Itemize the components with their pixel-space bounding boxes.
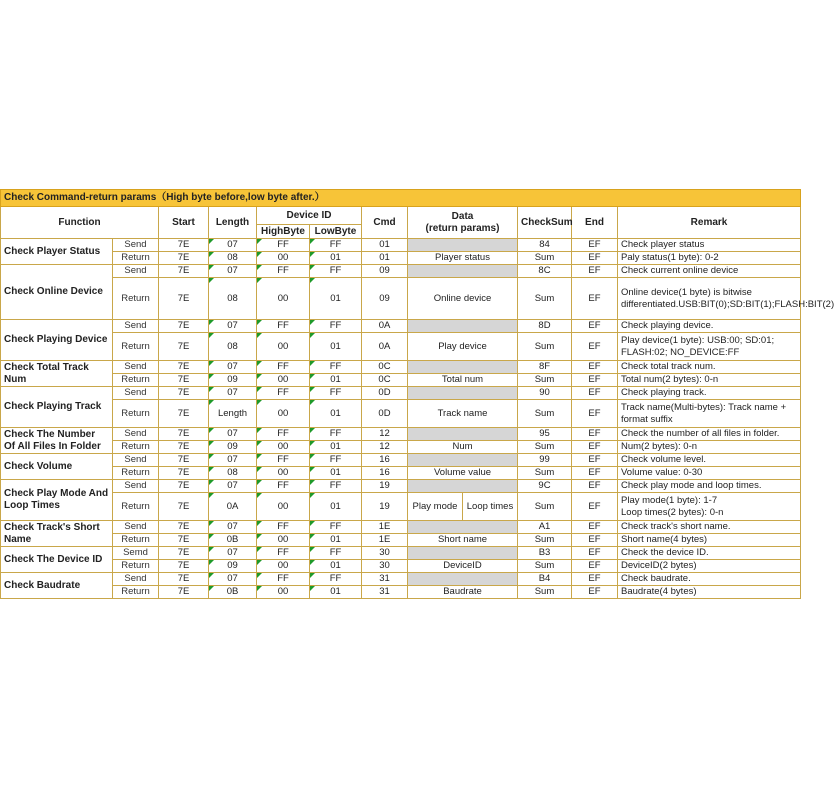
start-cell: 7E bbox=[159, 400, 209, 428]
length-cell: Length bbox=[209, 400, 257, 428]
table-row bbox=[1, 252, 801, 265]
lowbyte-cell: FF bbox=[310, 265, 362, 278]
title-row bbox=[1, 190, 801, 207]
remark-cell: Check the device ID. bbox=[618, 547, 801, 560]
start-cell: 7E bbox=[159, 560, 209, 573]
direction-cell: Return bbox=[113, 534, 159, 547]
highbyte-cell: FF bbox=[257, 573, 310, 586]
direction-cell: Return bbox=[113, 467, 159, 480]
remark-cell: Check player status bbox=[618, 239, 801, 252]
start-cell: 7E bbox=[159, 387, 209, 400]
length-cell: 0B bbox=[209, 586, 257, 599]
cmd-cell: 0C bbox=[362, 361, 408, 374]
checksum-cell: 84 bbox=[518, 239, 572, 252]
lowbyte-cell: 01 bbox=[310, 493, 362, 521]
cmd-cell: 09 bbox=[362, 278, 408, 320]
start-cell: 7E bbox=[159, 454, 209, 467]
end-cell: EF bbox=[572, 239, 618, 252]
direction-cell: Return bbox=[113, 493, 159, 521]
direction-cell: Return bbox=[113, 586, 159, 599]
cmd-cell: 16 bbox=[362, 454, 408, 467]
length-cell: 0A bbox=[209, 493, 257, 521]
lowbyte-cell: 01 bbox=[310, 400, 362, 428]
header-remark: Remark bbox=[618, 207, 801, 239]
start-cell: 7E bbox=[159, 239, 209, 252]
remark-cell: Check total track num. bbox=[618, 361, 801, 374]
data-cell: Play device bbox=[408, 333, 518, 361]
highbyte-cell: 00 bbox=[257, 252, 310, 265]
cmd-cell: 0C bbox=[362, 374, 408, 387]
checksum-cell: 9C bbox=[518, 480, 572, 493]
highbyte-cell: 00 bbox=[257, 278, 310, 320]
remark-cell: Play mode(1 byte): 1-7 Loop times(2 bytes): 0-n bbox=[618, 493, 801, 521]
table-row bbox=[1, 521, 801, 534]
table-row bbox=[1, 480, 801, 493]
highbyte-cell: 00 bbox=[257, 333, 310, 361]
direction-cell: Return bbox=[113, 278, 159, 320]
lowbyte-cell: FF bbox=[310, 547, 362, 560]
header-length: Length bbox=[209, 207, 257, 239]
remark-cell: Volume value: 0-30 bbox=[618, 467, 801, 480]
remark-cell: Check track's short name. bbox=[618, 521, 801, 534]
data-cell: Player status bbox=[408, 252, 518, 265]
lowbyte-cell: 01 bbox=[310, 534, 362, 547]
highbyte-cell: 00 bbox=[257, 400, 310, 428]
cmd-cell: 1E bbox=[362, 521, 408, 534]
table-row bbox=[1, 454, 801, 467]
direction-cell: Return bbox=[113, 400, 159, 428]
data-cell bbox=[408, 239, 518, 252]
function-name: Check Baudrate bbox=[1, 573, 113, 599]
start-cell: 7E bbox=[159, 333, 209, 361]
start-cell: 7E bbox=[159, 480, 209, 493]
header-cmd: Cmd bbox=[362, 207, 408, 239]
direction-cell: Send bbox=[113, 521, 159, 534]
length-cell: 09 bbox=[209, 374, 257, 387]
table-row bbox=[1, 467, 801, 480]
lowbyte-cell: FF bbox=[310, 454, 362, 467]
end-cell: EF bbox=[572, 573, 618, 586]
highbyte-cell: 00 bbox=[257, 441, 310, 454]
function-name: Check Player Status bbox=[1, 239, 113, 265]
highbyte-cell: FF bbox=[257, 265, 310, 278]
lowbyte-cell: 01 bbox=[310, 278, 362, 320]
start-cell: 7E bbox=[159, 534, 209, 547]
highbyte-cell: 00 bbox=[257, 467, 310, 480]
remark-cell: Check current online device bbox=[618, 265, 801, 278]
length-cell: 07 bbox=[209, 454, 257, 467]
data-cell: Play mode bbox=[408, 493, 463, 521]
lowbyte-cell: 01 bbox=[310, 560, 362, 573]
direction-cell: Send bbox=[113, 573, 159, 586]
highbyte-cell: FF bbox=[257, 387, 310, 400]
length-cell: 08 bbox=[209, 333, 257, 361]
direction-cell: Return bbox=[113, 333, 159, 361]
function-name: Check The Device ID bbox=[1, 547, 113, 573]
cmd-cell: 12 bbox=[362, 441, 408, 454]
table-row bbox=[1, 493, 801, 521]
remark-cell: Check baudrate. bbox=[618, 573, 801, 586]
data-cell bbox=[408, 320, 518, 333]
end-cell: EF bbox=[572, 480, 618, 493]
data-cell bbox=[408, 387, 518, 400]
end-cell: EF bbox=[572, 467, 618, 480]
end-cell: EF bbox=[572, 400, 618, 428]
remark-cell: Check playing device. bbox=[618, 320, 801, 333]
data-cell: Num bbox=[408, 441, 518, 454]
remark-cell: Check volume level. bbox=[618, 454, 801, 467]
checksum-cell: Sum bbox=[518, 586, 572, 599]
cmd-cell: 19 bbox=[362, 480, 408, 493]
cmd-cell: 0D bbox=[362, 400, 408, 428]
remark-cell: Check the number of all files in folder. bbox=[618, 428, 801, 441]
end-cell: EF bbox=[572, 278, 618, 320]
command-table bbox=[0, 189, 834, 599]
cmd-cell: 19 bbox=[362, 493, 408, 521]
length-cell: 07 bbox=[209, 387, 257, 400]
start-cell: 7E bbox=[159, 521, 209, 534]
start-cell: 7E bbox=[159, 278, 209, 320]
command-table-sheet bbox=[0, 189, 834, 599]
remark-cell: Paly status(1 byte): 0-2 bbox=[618, 252, 801, 265]
cmd-cell: 01 bbox=[362, 239, 408, 252]
table-row bbox=[1, 278, 801, 320]
table-row bbox=[1, 428, 801, 441]
remark-cell: Check playing track. bbox=[618, 387, 801, 400]
end-cell: EF bbox=[572, 534, 618, 547]
cmd-cell: 01 bbox=[362, 252, 408, 265]
checksum-cell: Sum bbox=[518, 493, 572, 521]
lowbyte-cell: FF bbox=[310, 480, 362, 493]
direction-cell: Return bbox=[113, 252, 159, 265]
data-cell bbox=[408, 361, 518, 374]
highbyte-cell: FF bbox=[257, 454, 310, 467]
direction-cell: Send bbox=[113, 361, 159, 374]
end-cell: EF bbox=[572, 333, 618, 361]
remark-cell: Total num(2 bytes): 0-n bbox=[618, 374, 801, 387]
lowbyte-cell: FF bbox=[310, 573, 362, 586]
direction-cell: Send bbox=[113, 239, 159, 252]
end-cell: EF bbox=[572, 586, 618, 599]
length-cell: 07 bbox=[209, 547, 257, 560]
checksum-cell: 8D bbox=[518, 320, 572, 333]
length-cell: 07 bbox=[209, 573, 257, 586]
checksum-cell: 8F bbox=[518, 361, 572, 374]
lowbyte-cell: 01 bbox=[310, 467, 362, 480]
lowbyte-cell: 01 bbox=[310, 586, 362, 599]
data-cell-2: Loop times bbox=[463, 493, 518, 521]
remark-cell: Track name(Multi-bytes): Track name + format suffix bbox=[618, 400, 801, 428]
start-cell: 7E bbox=[159, 493, 209, 521]
start-cell: 7E bbox=[159, 547, 209, 560]
length-cell: 07 bbox=[209, 521, 257, 534]
start-cell: 7E bbox=[159, 573, 209, 586]
checksum-cell: Sum bbox=[518, 374, 572, 387]
length-cell: 08 bbox=[209, 467, 257, 480]
direction-cell: Send bbox=[113, 265, 159, 278]
header-start: Start bbox=[159, 207, 209, 239]
function-name: Check The Number Of All Files In Folder bbox=[1, 428, 113, 454]
table-row bbox=[1, 586, 801, 599]
start-cell: 7E bbox=[159, 428, 209, 441]
lowbyte-cell: 01 bbox=[310, 374, 362, 387]
function-name: Check Playing Track bbox=[1, 387, 113, 428]
lowbyte-cell: FF bbox=[310, 428, 362, 441]
direction-cell: Semd bbox=[113, 547, 159, 560]
table-row bbox=[1, 400, 801, 428]
checksum-cell: Sum bbox=[518, 467, 572, 480]
table-row bbox=[1, 573, 801, 586]
checksum-cell: Sum bbox=[518, 333, 572, 361]
length-cell: 09 bbox=[209, 441, 257, 454]
function-name: Check Total Track Num bbox=[1, 361, 113, 387]
end-cell: EF bbox=[572, 428, 618, 441]
highbyte-cell: FF bbox=[257, 547, 310, 560]
length-cell: 0B bbox=[209, 534, 257, 547]
remark-cell: Baudrate(4 bytes) bbox=[618, 586, 801, 599]
checksum-cell: 95 bbox=[518, 428, 572, 441]
remark-cell: Online device(1 byte) is bitwise differentiated.USB:BIT(0);SD:BIT(1);FLASH:BIT(2) bbox=[618, 278, 801, 320]
direction-cell: Return bbox=[113, 560, 159, 573]
cmd-cell: 0A bbox=[362, 320, 408, 333]
data-cell bbox=[408, 428, 518, 441]
direction-cell: Return bbox=[113, 374, 159, 387]
cmd-cell: 16 bbox=[362, 467, 408, 480]
highbyte-cell: FF bbox=[257, 361, 310, 374]
highbyte-cell: FF bbox=[257, 320, 310, 333]
lowbyte-cell: 01 bbox=[310, 252, 362, 265]
table-row bbox=[1, 265, 801, 278]
table-body bbox=[1, 239, 834, 599]
checksum-cell: 8C bbox=[518, 265, 572, 278]
header-lowbyte: LowByte bbox=[310, 225, 362, 239]
highbyte-cell: FF bbox=[257, 239, 310, 252]
lowbyte-cell: FF bbox=[310, 320, 362, 333]
remark-cell: DeviceID(2 bytes) bbox=[618, 560, 801, 573]
direction-cell: Send bbox=[113, 454, 159, 467]
direction-cell: Send bbox=[113, 387, 159, 400]
end-cell: EF bbox=[572, 252, 618, 265]
data-cell: Short name bbox=[408, 534, 518, 547]
data-cell bbox=[408, 454, 518, 467]
start-cell: 7E bbox=[159, 467, 209, 480]
highbyte-cell: 00 bbox=[257, 534, 310, 547]
remark-cell: Short name(4 bytes) bbox=[618, 534, 801, 547]
data-cell bbox=[408, 265, 518, 278]
function-name: Check Track's Short Name bbox=[1, 521, 113, 547]
length-cell: 07 bbox=[209, 320, 257, 333]
highbyte-cell: 00 bbox=[257, 493, 310, 521]
cmd-cell: 12 bbox=[362, 428, 408, 441]
cmd-cell: 30 bbox=[362, 547, 408, 560]
lowbyte-cell: FF bbox=[310, 361, 362, 374]
end-cell: EF bbox=[572, 454, 618, 467]
header-function: Function bbox=[1, 207, 159, 239]
end-cell: EF bbox=[572, 265, 618, 278]
end-cell: EF bbox=[572, 320, 618, 333]
highbyte-cell: 00 bbox=[257, 374, 310, 387]
start-cell: 7E bbox=[159, 374, 209, 387]
lowbyte-cell: FF bbox=[310, 239, 362, 252]
checksum-cell: B3 bbox=[518, 547, 572, 560]
header-row-1 bbox=[1, 207, 801, 225]
length-cell: 07 bbox=[209, 428, 257, 441]
lowbyte-cell: FF bbox=[310, 521, 362, 534]
lowbyte-cell: FF bbox=[310, 387, 362, 400]
highbyte-cell: FF bbox=[257, 428, 310, 441]
direction-cell: Return bbox=[113, 441, 159, 454]
data-cell: Online device bbox=[408, 278, 518, 320]
data-cell bbox=[408, 573, 518, 586]
function-name: Check Online Device bbox=[1, 265, 113, 320]
start-cell: 7E bbox=[159, 441, 209, 454]
length-cell: 07 bbox=[209, 361, 257, 374]
checksum-cell: 99 bbox=[518, 454, 572, 467]
checksum-cell: Sum bbox=[518, 560, 572, 573]
table-row bbox=[1, 320, 801, 333]
function-name: Check Volume bbox=[1, 454, 113, 480]
data-cell bbox=[408, 521, 518, 534]
checksum-cell: Sum bbox=[518, 278, 572, 320]
data-cell: Baudrate bbox=[408, 586, 518, 599]
header-device-id: Device ID bbox=[257, 207, 362, 225]
lowbyte-cell: 01 bbox=[310, 441, 362, 454]
table-row bbox=[1, 547, 801, 560]
checksum-cell: 90 bbox=[518, 387, 572, 400]
cmd-cell: 31 bbox=[362, 573, 408, 586]
start-cell: 7E bbox=[159, 586, 209, 599]
table-row bbox=[1, 239, 801, 252]
length-cell: 08 bbox=[209, 278, 257, 320]
cmd-cell: 30 bbox=[362, 560, 408, 573]
checksum-cell: A1 bbox=[518, 521, 572, 534]
start-cell: 7E bbox=[159, 361, 209, 374]
end-cell: EF bbox=[572, 493, 618, 521]
header-checksum: CheckSum bbox=[518, 207, 572, 239]
table-row bbox=[1, 333, 801, 361]
function-name: Check Playing Device bbox=[1, 320, 113, 361]
end-cell: EF bbox=[572, 374, 618, 387]
length-cell: 07 bbox=[209, 239, 257, 252]
length-cell: 07 bbox=[209, 480, 257, 493]
length-cell: 07 bbox=[209, 265, 257, 278]
direction-cell: Send bbox=[113, 428, 159, 441]
data-cell: Total num bbox=[408, 374, 518, 387]
end-cell: EF bbox=[572, 361, 618, 374]
length-cell: 08 bbox=[209, 252, 257, 265]
data-cell: Volume value bbox=[408, 467, 518, 480]
table-title: Check Command-return params（High byte before,low byte after.） bbox=[1, 190, 801, 207]
end-cell: EF bbox=[572, 441, 618, 454]
end-cell: EF bbox=[572, 560, 618, 573]
lowbyte-cell: 01 bbox=[310, 333, 362, 361]
data-cell: Track name bbox=[408, 400, 518, 428]
cmd-cell: 0A bbox=[362, 333, 408, 361]
highbyte-cell: FF bbox=[257, 521, 310, 534]
table-row bbox=[1, 387, 801, 400]
data-cell: DeviceID bbox=[408, 560, 518, 573]
end-cell: EF bbox=[572, 547, 618, 560]
data-cell bbox=[408, 480, 518, 493]
direction-cell: Send bbox=[113, 320, 159, 333]
end-cell: EF bbox=[572, 387, 618, 400]
table-row bbox=[1, 534, 801, 547]
highbyte-cell: FF bbox=[257, 480, 310, 493]
table-row bbox=[1, 361, 801, 374]
data-cell bbox=[408, 547, 518, 560]
header-end: End bbox=[572, 207, 618, 239]
checksum-cell: Sum bbox=[518, 441, 572, 454]
remark-cell: Play device(1 byte): USB:00; SD:01; FLASH:02; NO_DEVICE:FF bbox=[618, 333, 801, 361]
cmd-cell: 0D bbox=[362, 387, 408, 400]
length-cell: 09 bbox=[209, 560, 257, 573]
end-cell: EF bbox=[572, 521, 618, 534]
remark-cell: Check play mode and loop times. bbox=[618, 480, 801, 493]
checksum-cell: Sum bbox=[518, 400, 572, 428]
highbyte-cell: 00 bbox=[257, 560, 310, 573]
table-row bbox=[1, 374, 801, 387]
direction-cell: Send bbox=[113, 480, 159, 493]
header-data: Data (return params) bbox=[408, 207, 518, 239]
checksum-cell: B4 bbox=[518, 573, 572, 586]
table-row bbox=[1, 441, 801, 454]
table-row bbox=[1, 560, 801, 573]
highbyte-cell: 00 bbox=[257, 586, 310, 599]
header-highbyte: HighByte bbox=[257, 225, 310, 239]
cmd-cell: 09 bbox=[362, 265, 408, 278]
remark-cell: Num(2 bytes): 0-n bbox=[618, 441, 801, 454]
checksum-cell: Sum bbox=[518, 534, 572, 547]
function-name: Check Play Mode And Loop Times bbox=[1, 480, 113, 521]
cmd-cell: 1E bbox=[362, 534, 408, 547]
checksum-cell: Sum bbox=[518, 252, 572, 265]
start-cell: 7E bbox=[159, 252, 209, 265]
start-cell: 7E bbox=[159, 320, 209, 333]
start-cell: 7E bbox=[159, 265, 209, 278]
cmd-cell: 31 bbox=[362, 586, 408, 599]
